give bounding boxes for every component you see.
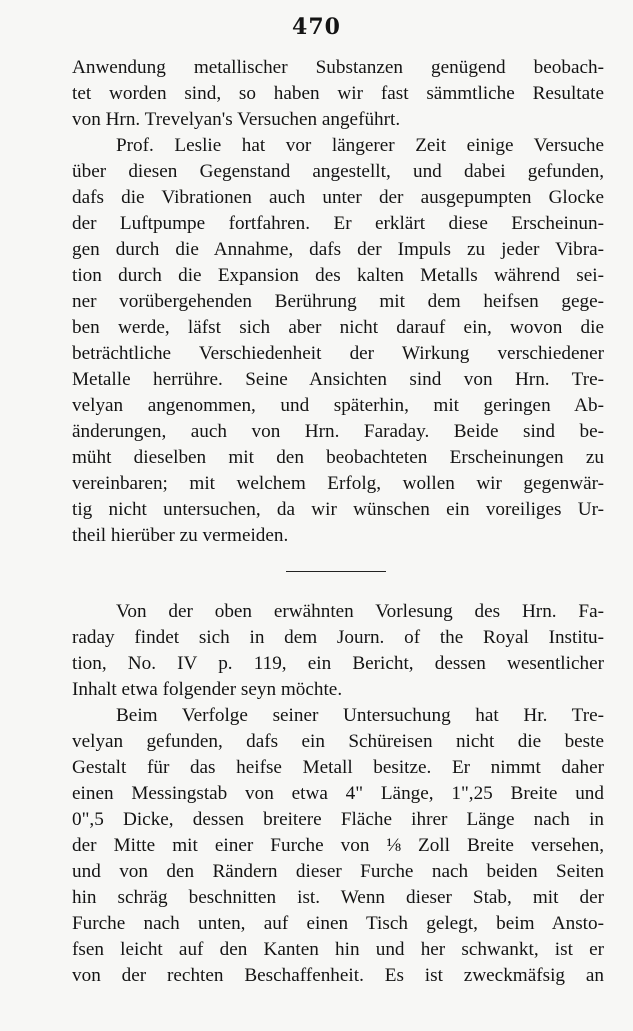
paragraph-2: [72, 133, 604, 549]
page-number: 470: [292, 14, 341, 40]
text-line: beträchtliche Verschiedenheit der Wirkung verschiedener: [72, 343, 604, 364]
text-line: 0",5 Dicke, dessen breitere Fläche ihrer Länge nach in: [72, 809, 604, 830]
text-line: hin schräg beschnitten ist. Wenn dieser Stab, mit der: [72, 887, 604, 908]
text-line: theil hierüber zu vermeiden.: [72, 525, 289, 546]
paragraph-1: [72, 55, 604, 133]
text-line: Metalle herrühre. Seine Ansichten sind von Hrn. Tre-: [72, 369, 604, 390]
text-line: raday findet sich in dem Journ. of the Royal Institu-: [72, 627, 604, 648]
text-line: der Luftpumpe fortfahren. Er erklärt diese Erscheinun-: [72, 213, 604, 234]
text-line: ben werde, läfst sich aber nicht darauf ein, wovon die: [72, 317, 604, 338]
text-line: dafs die Vibrationen auch unter der ausgepumpten Glocke: [72, 187, 604, 208]
text-line: Von der oben erwähnten Vorlesung des Hrn. Fa-: [116, 601, 604, 622]
text-line: ner vorübergehenden Berührung mit dem heifsen gege-: [72, 291, 604, 312]
text-line: Inhalt etwa folgender seyn möchte.: [72, 679, 343, 700]
text-line: tig nicht untersuchen, da wir wünschen ein voreiliges Ur-: [72, 499, 604, 520]
text-line: über diesen Gegenstand angestellt, und dabei gefunden,: [72, 161, 604, 182]
text-line: von der rechten Beschaffenheit. Es ist zweckmäfsig an: [72, 965, 604, 986]
text-line: vereinbaren; mit welchem Erfolg, wollen wir gegenwär-: [72, 473, 604, 494]
paragraph-3: [72, 599, 604, 703]
text-line: einen Messingstab von etwa 4" Länge, 1",25 Breite und: [72, 783, 604, 804]
text-line: der Mitte mit einer Furche von ⅛ Zoll Breite versehen,: [72, 835, 604, 856]
paragraph-4: [72, 703, 604, 989]
text-line: Beim Verfolge seiner Untersuchung hat Hr. Tre-: [116, 705, 604, 726]
text-line: von Hrn. Trevelyan's Versuchen angeführt.: [72, 109, 401, 130]
text-line: fsen leicht auf den Kanten hin und her schwankt, ist er: [72, 939, 604, 960]
text-line: Anwendung metallischer Substanzen genügend beobach-: [72, 57, 604, 78]
text-line: müht dieselben mit den beobachteten Erscheinungen zu: [72, 447, 604, 468]
text-line: tet worden sind, so haben wir fast sämmtliche Resultate: [72, 83, 604, 104]
text-line: Prof. Leslie hat vor längerer Zeit einige Versuche: [116, 135, 604, 156]
text-line: änderungen, auch von Hrn. Faraday. Beide sind be-: [72, 421, 604, 442]
text-line: gen durch die Annahme, dafs der Impuls zu jeder Vibra-: [72, 239, 604, 260]
text-line: tion durch die Expansion des kalten Metalls während sei-: [72, 265, 604, 286]
text-line: velyan gefunden, dafs ein Schüreisen nicht die beste: [72, 731, 604, 752]
section-divider: [286, 571, 386, 572]
text-line: Furche nach unten, auf einen Tisch gelegt, beim Ansto-: [72, 913, 604, 934]
text-line: Gestalt für das heifse Metall besitze. Er nimmt daher: [72, 757, 604, 778]
text-line: velyan angenommen, und späterhin, mit geringen Ab-: [72, 395, 604, 416]
text-line: und von den Rändern dieser Furche nach beiden Seiten: [72, 861, 604, 882]
text-line: tion, No. IV p. 119, ein Bericht, dessen wesentlicher: [72, 653, 604, 674]
